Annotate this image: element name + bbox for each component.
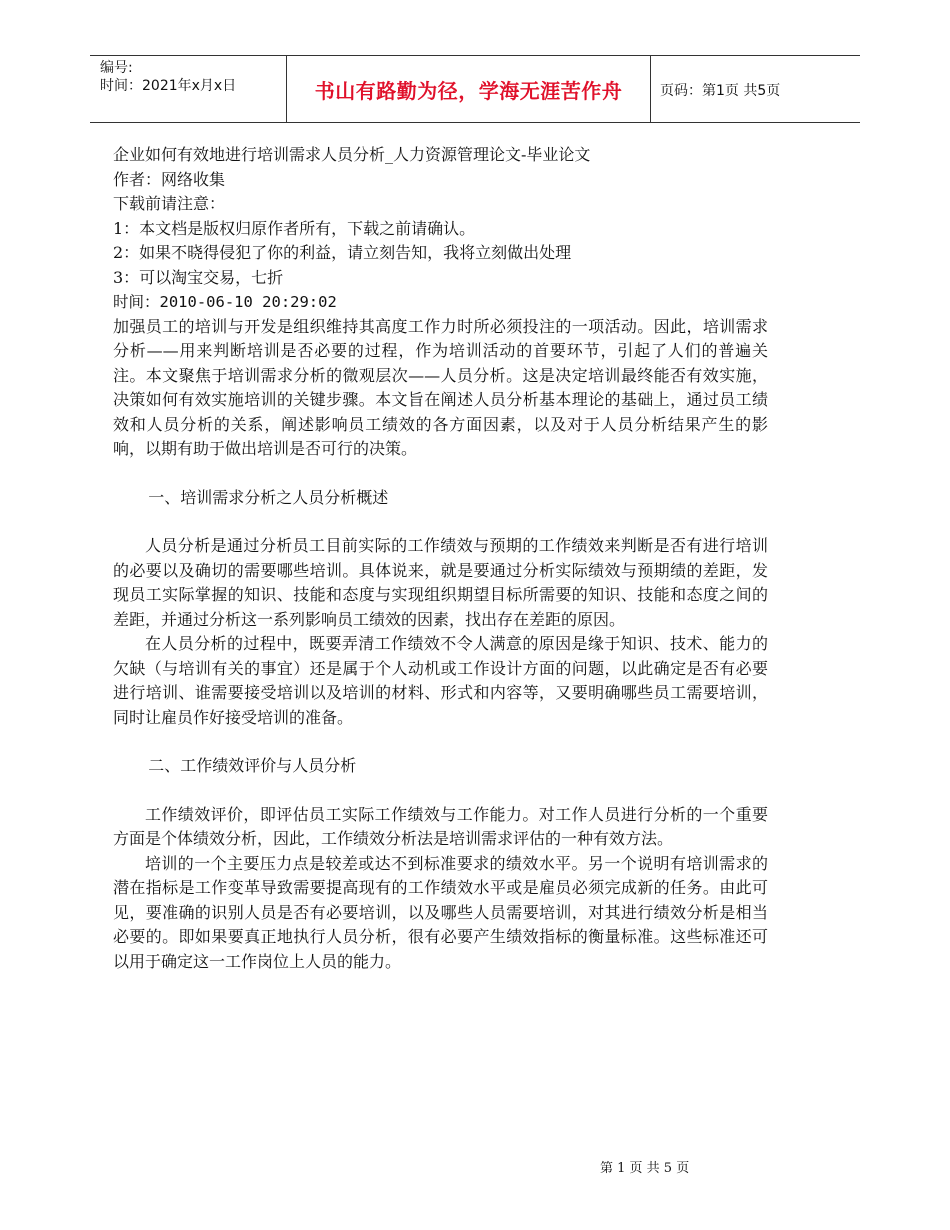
section-2-paragraph-2: 培训的一个主要压力点是较差或达不到标准要求的绩效水平。另一个说明有培训需求的潜在指标是工作变革导致需要提高现有的工作绩效水平或是雇员必须完成新的任务。由此可见，要准确的识别人员是否有必要培训，以及哪些人员需要培训，对其进行绩效分析是相当必要的。即如果要真正地执行人员分析，很有必要产生绩效指标的衡量标准。这些标准还可以用于确定这一工作岗位上人员的能力。 [113, 853, 768, 971]
header-page-label: 页码：第1页 共5页 [660, 83, 781, 99]
section-2-title: 二、工作绩效评价与人员分析 [148, 756, 357, 775]
article-author: 作者：网络收集 [113, 169, 226, 189]
header-motto-cell [286, 56, 651, 122]
page-footer: 第 1 页 共 5 页 [600, 1161, 690, 1176]
notice-item-2: 2：如果不晓得侵犯了你的利益，请立刻告知，我将立刻做出处理 [113, 243, 572, 262]
section-1-paragraph-1: 人员分析是通过分析员工目前实际的工作绩效与预期的工作绩效来判断是否有进行培训的必要以及确切的需要哪些培训。具体说来，就是要通过分析实际绩效与预期绩的差距，发现员工实际掌握的知识、技能和态度与实现组织期望目标所需要的知识、技能和态度之间的差距，并通过分析这一系列影响员工绩效的因素，找出存在差距的原因。 [113, 536, 768, 629]
notice-heading: 下载前请注意： [113, 194, 226, 213]
article-body [113, 143, 768, 974]
intro-paragraph: 加强员工的培训与开发是组织维持其高度工作力时所必须投注的一项活动。因此，培训需求分析——用来判断培训是否必要的过程，作为培训活动的首要环节，引起了人们的普遍关注。本文聚焦于培训需求分析的微观层次——人员分析。这是决定培训最终能否有效实施，决策如何有效实施培训的关键步骤。本文旨在阐述人员分析基本理论的基础上，通过员工绩效和人员分析的关系，阐述影响员工绩效的各方面因素，以及对于人员分析结果产生的影响，以期有助于做出培训是否可行的决策。 [113, 316, 768, 458]
notice-item-1: 1：本文档是版权归原作者所有，下载之前请确认。 [113, 218, 476, 238]
article-timestamp: 时间：2010-06-10 20:29:02 [113, 293, 337, 311]
time-label: 时间：2021年x月x日 [100, 78, 237, 94]
section-2-paragraph-1: 工作绩效评价，即评估员工实际工作绩效与工作能力。对工作人员进行分析的一个重要方面是个体绩效分析，因此，工作绩效分析法是培训需求评估的一种有效方法。 [113, 804, 768, 848]
serial-label: 编号: [100, 60, 133, 76]
notice-item-3: 3：可以淘宝交易，七折 [113, 267, 284, 287]
section-1-title: 一、培训需求分析之人员分析概述 [148, 487, 389, 507]
header-left-block [100, 59, 236, 95]
section-1-paragraph-2: 在人员分析的过程中，既要弄清工作绩效不令人满意的原因是缘于知识、技术、能力的欠缺（与培训有关的事宜）还是属于个人动机或工作设计方面的问题，以此确定是否有必要进行培训、谁需要接受培训以及培训的材料、形式和内容等，又要明确哪些员工需要培训，同时让雇员作好接受培训的准备。 [113, 634, 768, 727]
article-title: 企业如何有效地进行培训需求人员分析_人力资源管理论文-毕业论文 [113, 145, 591, 164]
page-header [90, 55, 860, 123]
motto-text: 书山有路勤为径，学海无涯苦作舟 [314, 78, 623, 103]
